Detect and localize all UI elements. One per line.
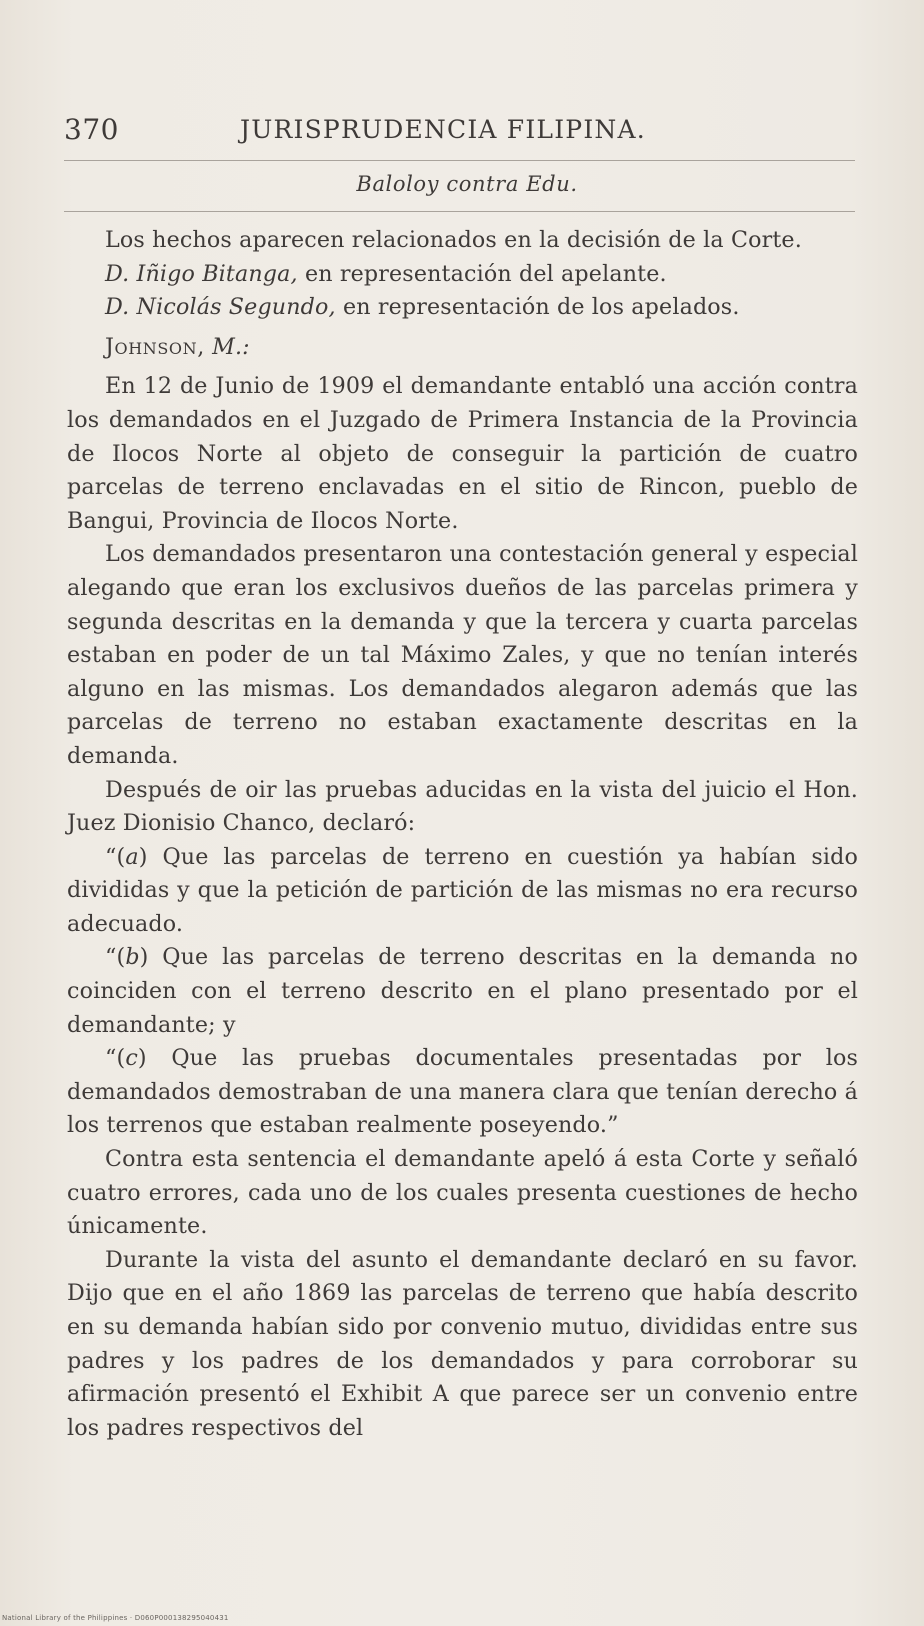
counsel-line-appellees: [67, 291, 858, 325]
page-header: [64, 113, 860, 161]
counsel-line-appellant: [67, 258, 858, 292]
scan-footer: National Library of the Philippines · D060P000138295040431: [2, 1614, 229, 1622]
counsel-name: D. Iñigo Bitanga,: [105, 260, 298, 287]
finding-letter: c: [125, 1045, 138, 1072]
finding-open: “(: [105, 944, 126, 971]
counsel-role: en representación del apelante.: [297, 260, 667, 287]
paragraph: Contra esta sentencia el demandante apeló á esta Corte y señaló cuatro errores, cada uno de los cuales presenta cuestiones de hecho únicamente.: [67, 1146, 858, 1240]
finding-close: ): [139, 944, 149, 971]
finding-c: [67, 1042, 858, 1143]
paragraph: En 12 de Junio de 1909 el demandante entabló una acción contra los demandados en el Juzgado de Primera Instancia de la Provincia de Ilocos Norte al objeto de conseguir la partición de cuatro parcelas de terreno enclavadas en el sitio de Rincon, pueblo de Bangui, Provincia de Ilocos Norte.: [67, 373, 858, 534]
intro-paragraph: Los hechos aparecen relacionados en la decisión de la Corte.: [105, 227, 802, 253]
finding-a: [67, 841, 858, 942]
finding-open: “(: [105, 1045, 126, 1072]
finding-text: Que las parcelas de terreno en cuestión ya habían sido divididas y que la petición de partición de las mismas no era recurso adecuado.: [67, 843, 858, 937]
caption-rule: [64, 211, 855, 212]
finding-open: “(: [105, 843, 126, 870]
counsel-name: D. Nicolás Segundo,: [105, 294, 336, 321]
counsel-role: en representación de los apelados.: [335, 294, 740, 321]
header-rule: [64, 160, 855, 161]
finding-close: ): [138, 843, 148, 870]
finding-text: Que las parcelas de terreno descritas en la demanda no coinciden con el terreno descrito en el plano presentado por el demandante; y: [67, 944, 858, 1038]
justice-title: M.:: [204, 333, 250, 360]
justice-heading: [67, 331, 858, 365]
finding-close: ): [137, 1045, 147, 1072]
paragraph: Después de oir las pruebas aducidas en la vista del juicio el Hon. Juez Dionisio Chanco, declaró:: [67, 776, 858, 837]
running-title: JURISPRUDENCIA FILIPINA.: [240, 115, 646, 144]
justice-name: Johnson,: [105, 333, 205, 360]
case-caption: Baloloy contra Edu.: [356, 172, 578, 196]
finding-b: [67, 941, 858, 1042]
finding-text: Que las pruebas documentales presentadas por los demandados demostraban de una manera clara que tenían derecho á los terrenos que estaban realmente poseyendo.”: [67, 1045, 858, 1139]
body-text: [67, 224, 858, 1445]
finding-letter: b: [125, 944, 140, 971]
paragraph: Los demandados presentaron una contestación general y especial alegando que eran los exclusivos dueños de las parcelas primera y segunda descritas en la demanda y que la tercera y cuarta parcelas estaban en poder de un tal Máximo Zales, y que no tenían interés alguno en las mismas. Los demandados alegaron además que las parcelas de terreno no estaban exactamente descritas en la demanda.: [67, 541, 858, 769]
finding-letter: a: [125, 843, 139, 870]
page-number: 370: [64, 113, 119, 146]
paragraph: Durante la vista del asunto el demandante declaró en su favor. Dijo que en el año 1869 las parcelas de terreno que había descrito en su demanda habían sido por convenio mutuo, divididas entre sus padres y los padres de los demandados y para corroborar su afirmación presentó el Exhibit A que parece ser un convenio entre los padres respectivos del: [67, 1246, 858, 1441]
